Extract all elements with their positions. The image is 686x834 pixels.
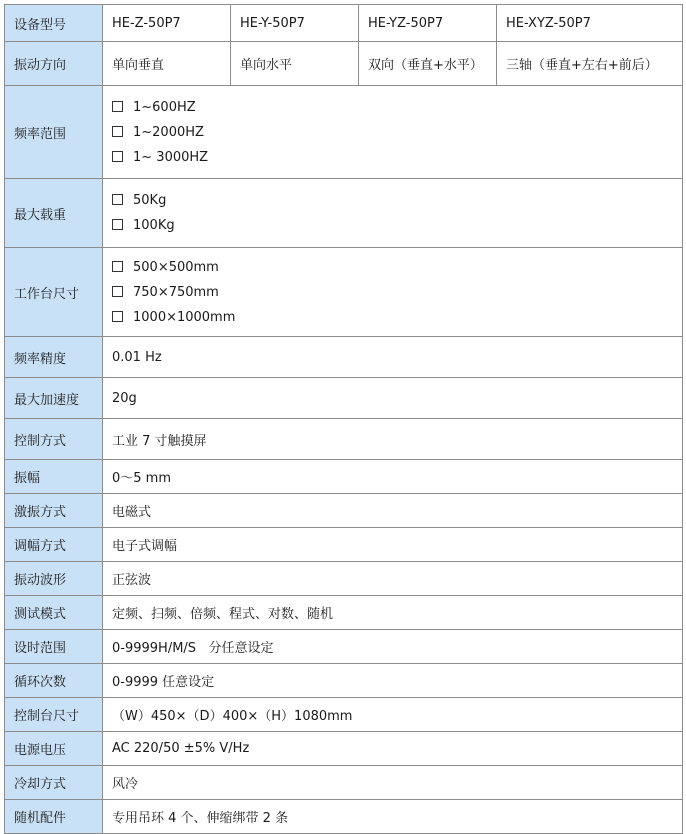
- spec-label: 冷却方式: [5, 766, 103, 800]
- option-item: [112, 255, 682, 280]
- checkbox-icon: [112, 126, 123, 137]
- checkbox-icon: [112, 194, 123, 205]
- spec-label: 振动波形: [5, 562, 103, 596]
- spec-value: 定频、扫频、倍频、程式、对数、随机: [103, 596, 683, 630]
- spec-row: [5, 378, 683, 419]
- spec-row: [5, 460, 683, 494]
- spec-value: 电磁式: [103, 494, 683, 528]
- frequency-range-row: [5, 86, 683, 179]
- spec-value: 0-9999 任意设定: [103, 664, 683, 698]
- spec-label: 调幅方式: [5, 528, 103, 562]
- checkbox-icon: [112, 311, 123, 322]
- spec-value: （W）450×（D）400×（H）1080mm: [103, 698, 683, 732]
- max-load-label: 最大载重: [5, 179, 103, 248]
- direction-cell: 单向垂直: [103, 42, 231, 86]
- option-item: [112, 213, 682, 238]
- spec-value: 专用吊环 4 个、伸缩绑带 2 条: [103, 800, 683, 834]
- spec-value: 20g: [103, 378, 683, 419]
- checkbox-icon: [112, 151, 123, 162]
- spec-value: AC 220/50 ±5% V/Hz: [103, 732, 683, 766]
- spec-label: 振幅: [5, 460, 103, 494]
- checkbox-icon: [112, 261, 123, 272]
- checkbox-icon: [112, 219, 123, 230]
- spec-label: 电源电压: [5, 732, 103, 766]
- spec-label: 循环次数: [5, 664, 103, 698]
- spec-row: [5, 664, 683, 698]
- spec-label: 频率精度: [5, 337, 103, 378]
- model-cell: HE-XYZ-50P7: [497, 5, 683, 42]
- spec-value: 0-9999H/M/S 分任意设定: [103, 630, 683, 664]
- option-label: 100Kg: [133, 218, 175, 233]
- option-item: [112, 305, 682, 330]
- spec-row: [5, 800, 683, 834]
- option-item: [112, 280, 682, 305]
- spec-label: 测试模式: [5, 596, 103, 630]
- table-size-label: 工作台尺寸: [5, 248, 103, 337]
- spec-row: [5, 596, 683, 630]
- table-size-row: [5, 248, 683, 337]
- spec-label: 设时范围: [5, 630, 103, 664]
- spec-row: [5, 337, 683, 378]
- spec-value: 工业 7 寸触摸屏: [103, 419, 683, 460]
- checkbox-icon: [112, 286, 123, 297]
- spec-row: [5, 528, 683, 562]
- direction-label: 振动方向: [5, 42, 103, 86]
- table-size-options: [103, 248, 683, 337]
- option-label: 1~600HZ: [133, 99, 196, 115]
- model-label: 设备型号: [5, 5, 103, 42]
- model-row: [5, 5, 683, 42]
- spec-row: [5, 419, 683, 460]
- direction-row: [5, 42, 683, 86]
- model-cell: HE-Y-50P7: [231, 5, 359, 42]
- spec-label: 最大加速度: [5, 378, 103, 419]
- frequency-range-options: [103, 86, 683, 179]
- direction-cell: 三轴（垂直+左右+前后）: [497, 42, 683, 86]
- spec-label: 控制方式: [5, 419, 103, 460]
- spec-label: 控制台尺寸: [5, 698, 103, 732]
- spec-value: 电子式调幅: [103, 528, 683, 562]
- checkbox-icon: [112, 101, 123, 112]
- spec-row: [5, 494, 683, 528]
- option-label: 750×750mm: [133, 284, 219, 300]
- spec-row: [5, 562, 683, 596]
- direction-cell: 单向水平: [231, 42, 359, 86]
- option-label: 50Kg: [133, 193, 167, 208]
- option-item: [112, 145, 682, 170]
- option-item: [112, 188, 682, 213]
- spec-table: [4, 4, 683, 834]
- option-label: 1000×1000mm: [133, 309, 236, 325]
- direction-cell: 双向（垂直+水平）: [359, 42, 497, 86]
- spec-row: [5, 698, 683, 732]
- spec-label: 激振方式: [5, 494, 103, 528]
- spec-value: 风冷: [103, 766, 683, 800]
- spec-value: 0.01 Hz: [103, 337, 683, 378]
- option-item: [112, 120, 682, 145]
- spec-row: [5, 732, 683, 766]
- option-item: [112, 95, 682, 120]
- frequency-range-label: 频率范围: [5, 86, 103, 179]
- spec-value: 正弦波: [103, 562, 683, 596]
- spec-row: [5, 766, 683, 800]
- max-load-options: [103, 179, 683, 248]
- option-label: 500×500mm: [133, 259, 219, 275]
- model-cell: HE-Z-50P7: [103, 5, 231, 42]
- spec-row: [5, 630, 683, 664]
- spec-label: 随机配件: [5, 800, 103, 834]
- option-label: 1~ 3000HZ: [133, 149, 209, 165]
- model-cell: HE-YZ-50P7: [359, 5, 497, 42]
- option-label: 1~2000HZ: [133, 124, 204, 140]
- spec-value: 0～5 mm: [103, 460, 683, 494]
- max-load-row: [5, 179, 683, 248]
